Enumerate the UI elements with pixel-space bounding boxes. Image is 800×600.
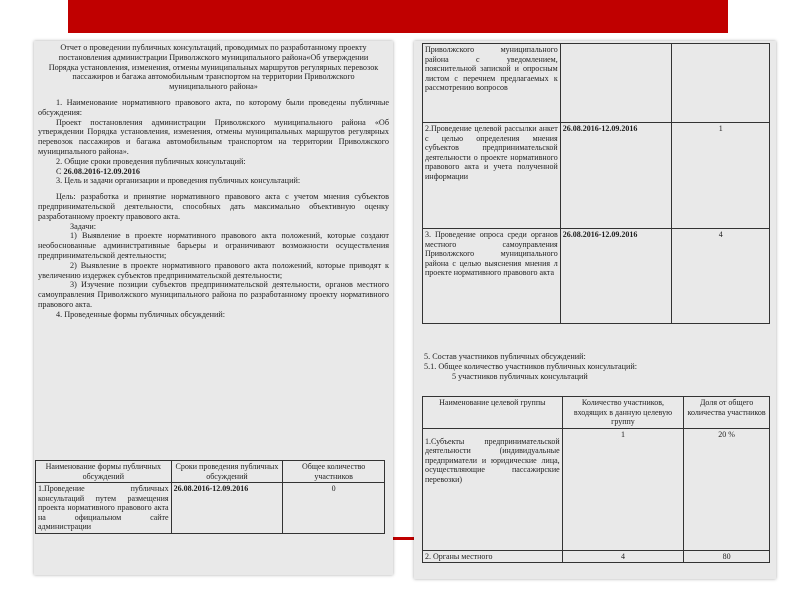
- participants-table: [422, 396, 770, 563]
- report-title: Отчет о проведении публичных консультаций, проводимых по разработанному проекту постановления администрации Приволжского муниципального района«Об утверждении Порядка установления, изменения, отмены муниципальных маршрутов регулярных перевозок пассажиров и багажа автомобильным транспортом на территории Приволжского муниципального района»: [48, 43, 379, 92]
- column-header: Наименование целевой группы: [423, 397, 563, 429]
- item51-heading: 5.1. Общее количество участников публичных консультаций:: [424, 361, 638, 371]
- column-header: Наименование формы публичных обсуждений: [36, 461, 172, 483]
- form-name-cell: 3. Проведение опроса среди органов местного самоуправления Приволжского муниципального района с целью выяснения мнения л проекте нормативного правового акта: [423, 229, 561, 324]
- table-row: [423, 550, 770, 563]
- forms-table-continued: [422, 43, 770, 324]
- form-count-cell: 1: [672, 123, 770, 229]
- item2-dates: 26.08.2016-12.09.2016: [63, 166, 140, 176]
- report-page-right: [414, 41, 776, 579]
- item3-heading: 3. Цель и задачи организации и проведения публичных консультаций:: [56, 176, 301, 186]
- item2-prefix: С: [56, 166, 64, 176]
- table-row: [423, 44, 770, 123]
- forms-table: [35, 460, 385, 534]
- form-count-cell: 0: [283, 483, 385, 534]
- goal-text: Цель: разработка и принятие нормативного правового акта с учетом мнения субъектов предпринимательской деятельности, способных дать максимально объективную оценку разработанному проекту правового акта.: [38, 192, 389, 221]
- form-name-cell: 2.Проведение целевой рассылки анкет с целью определения мнения субъектов предпринимательской деятельности о проекте нормативного правового акта и учета полученной информации: [423, 123, 561, 229]
- participants-section: [424, 352, 770, 381]
- column-header: Общее количество участников: [283, 461, 385, 483]
- table-header-row: [36, 461, 385, 483]
- group-share-cell: 20 %: [684, 428, 770, 550]
- form-name-cell: 1.Проведение публичных консультаций путем размещения проекта нормативного правового акта на официальном сайте администрации: [36, 483, 172, 534]
- tasks-label: Задачи:: [70, 221, 96, 231]
- task-2: 2) Выявление в проекте нормативного правового акта положений, которые приводят к увеличению издержек субъектов предпринимательской деятельности;: [38, 260, 389, 280]
- task-1: 1) Выявление в проекте нормативного правового акта положений, которые создают необоснованные административные барьеры и ограничивают возможности осуществления предпринимательской деятельности;: [38, 231, 389, 260]
- item1-heading: 1. Наименование нормативного правового акта, по которому были проведены публичные обсуждения:: [38, 97, 389, 117]
- report-page-left: [34, 41, 393, 575]
- group-count-cell: 1: [562, 428, 684, 550]
- form-dates-cell: [560, 44, 672, 123]
- form-count-cell: [672, 44, 770, 123]
- title-banner: [68, 0, 728, 33]
- item1-text: Проект постановления администрации Приволжского муниципального района «Об утверждении Порядка установления, изменения, отмены муниципальных маршрутов регулярных перевозок пассажиров и багажа автомобильным транспортом на территории Приволжского муниципального района».: [38, 117, 389, 156]
- table-row: [36, 483, 385, 534]
- form-dates-cell: 26.08.2016-12.09.2016: [171, 483, 283, 534]
- form-dates-cell: 26.08.2016-12.09.2016: [560, 229, 672, 324]
- column-header: Количество участников, входящих в данную целевую группу: [562, 397, 684, 429]
- column-header: Сроки проведения публичных обсуждений: [171, 461, 283, 483]
- table-header-row: [423, 397, 770, 429]
- item4-heading: 4. Проведенные формы публичных обсуждений:: [56, 309, 226, 319]
- form-count-cell: 4: [672, 229, 770, 324]
- table-row: [423, 229, 770, 324]
- item2-heading: 2. Общие сроки проведения публичных консультаций:: [56, 156, 246, 166]
- form-name-cell: Приволжского муниципального района с уведомлением, пояснительной запиской и опросным листом с перечнем предлагаемых к рассмотрению вопросов: [423, 44, 561, 123]
- column-header: Доля от общего количества участников: [684, 397, 770, 429]
- group-count-cell: 4: [562, 550, 684, 563]
- report-body: [38, 43, 389, 320]
- form-dates-cell: 26.08.2016-12.09.2016: [560, 123, 672, 229]
- table-row: [423, 123, 770, 229]
- group-share-cell: 80: [684, 550, 770, 563]
- group-name-cell: 1.Субъекты предпринимательской деятельности (индивидуальные предприматели и юридические лица, осуществляющие пассажирские перевозки): [423, 428, 563, 550]
- task-3: 3) Изучение позиции субъектов предпринимательской деятельности, органов местного самоуправления Приволжского муниципального района по разработанному проекту нормативного правового акта.: [38, 280, 389, 309]
- table-row: [423, 428, 770, 550]
- item5-heading: 5. Состав участников публичных обсуждений:: [424, 352, 586, 361]
- item51-value: 5 участников публичных консультаций: [452, 371, 588, 381]
- group-name-cell: 2. Органы местного: [423, 550, 563, 563]
- item2-dates-line: [38, 167, 389, 177]
